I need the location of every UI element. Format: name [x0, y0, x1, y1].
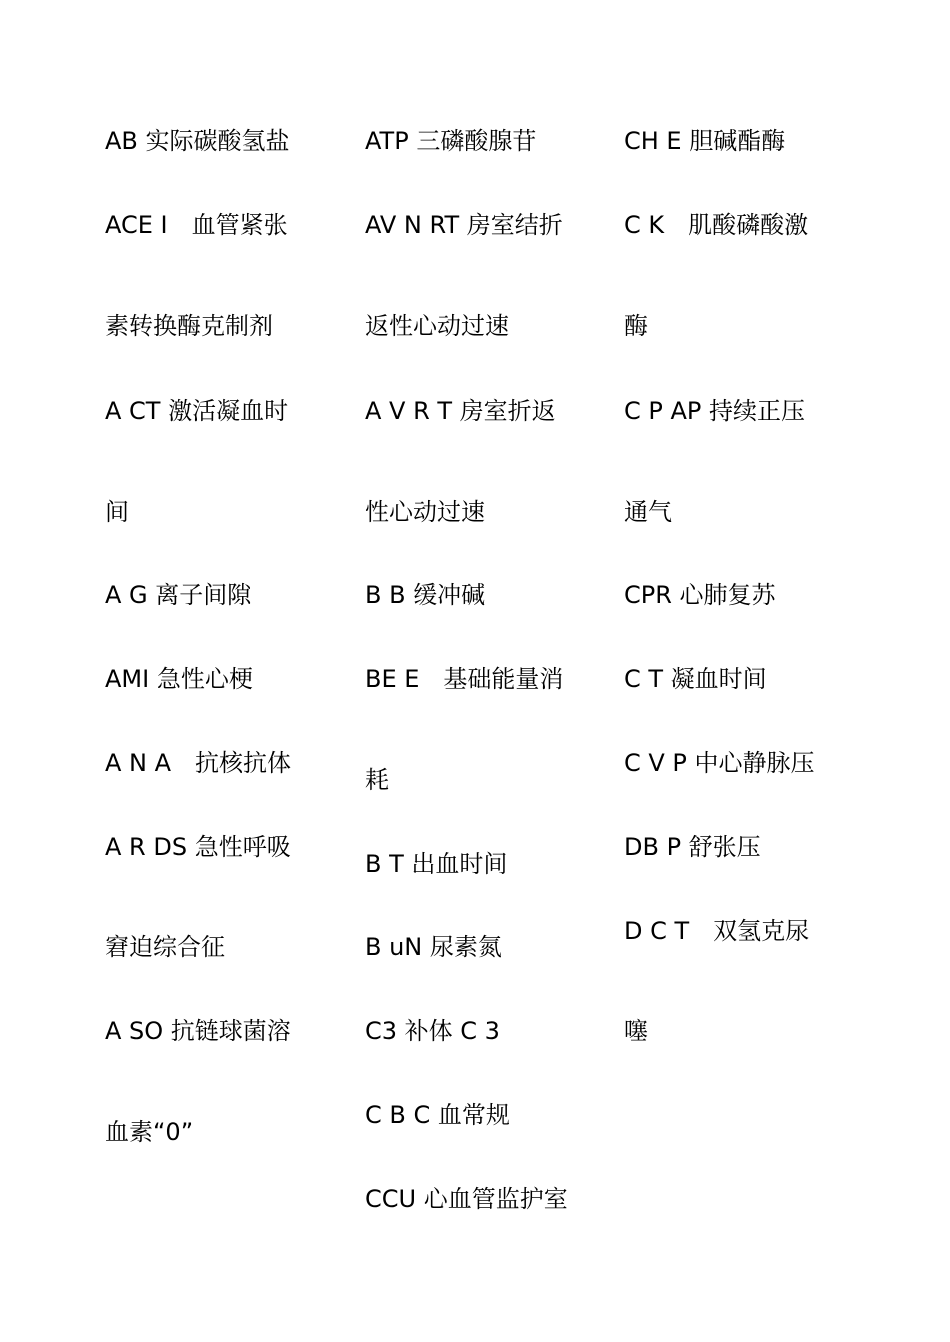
text-line: C P AP 持续正压	[624, 397, 806, 425]
text-line: ACE Ⅰ 血管紧张	[105, 211, 288, 239]
text-line: A V R T 房室折返	[365, 397, 556, 425]
text-line: C B C 血常规	[365, 1101, 510, 1129]
text-line: 窘迫综合征	[105, 933, 225, 961]
text-line: A G 离子间隙	[105, 581, 252, 609]
text-line: CH E 胆碱酯酶	[624, 127, 786, 155]
text-line: ATP 三磷酸腺苷	[365, 127, 537, 155]
text-line: 间	[105, 498, 129, 526]
text-line: A N A 抗核抗体	[105, 749, 292, 777]
text-line: D C T 双氢克尿	[624, 917, 810, 945]
text-line: 耗	[365, 766, 389, 794]
text-line: 血素“0”	[105, 1118, 194, 1146]
text-line: 酶	[624, 312, 648, 340]
text-line: C T 凝血时间	[624, 665, 767, 693]
text-line: 返性心动过速	[365, 312, 509, 340]
text-line: AB 实际碳酸氢盐	[105, 127, 290, 155]
text-line: B uN 尿素氮	[365, 933, 502, 961]
text-line: 素转换酶克制剂	[105, 312, 273, 340]
text-line: A R DS 急性呼吸	[105, 833, 291, 861]
text-line: AMI 急性心梗	[105, 665, 253, 693]
text-line: A SO 抗链球菌溶	[105, 1017, 291, 1045]
text-line: CCU 心血管监护室	[365, 1185, 568, 1213]
text-line: B T 出血时间	[365, 850, 508, 878]
text-line: DB P 舒张压	[624, 833, 761, 861]
text-line: C K 肌酸磷酸激	[624, 211, 809, 239]
text-line: AV N RT 房室结折	[365, 211, 563, 239]
text-line: BE E 基础能量消	[365, 665, 564, 693]
text-line: CPR 心肺复苏	[624, 581, 776, 609]
text-line: 性心动过速	[365, 498, 485, 526]
text-line: C3 补体 C 3	[365, 1017, 500, 1045]
text-line: 通气	[624, 498, 672, 526]
text-line: A CT 激活凝血时	[105, 397, 289, 425]
text-line: B B 缓冲碱	[365, 581, 486, 609]
text-line: C V P 中心静脉压	[624, 749, 815, 777]
text-line: 噻	[624, 1017, 648, 1045]
